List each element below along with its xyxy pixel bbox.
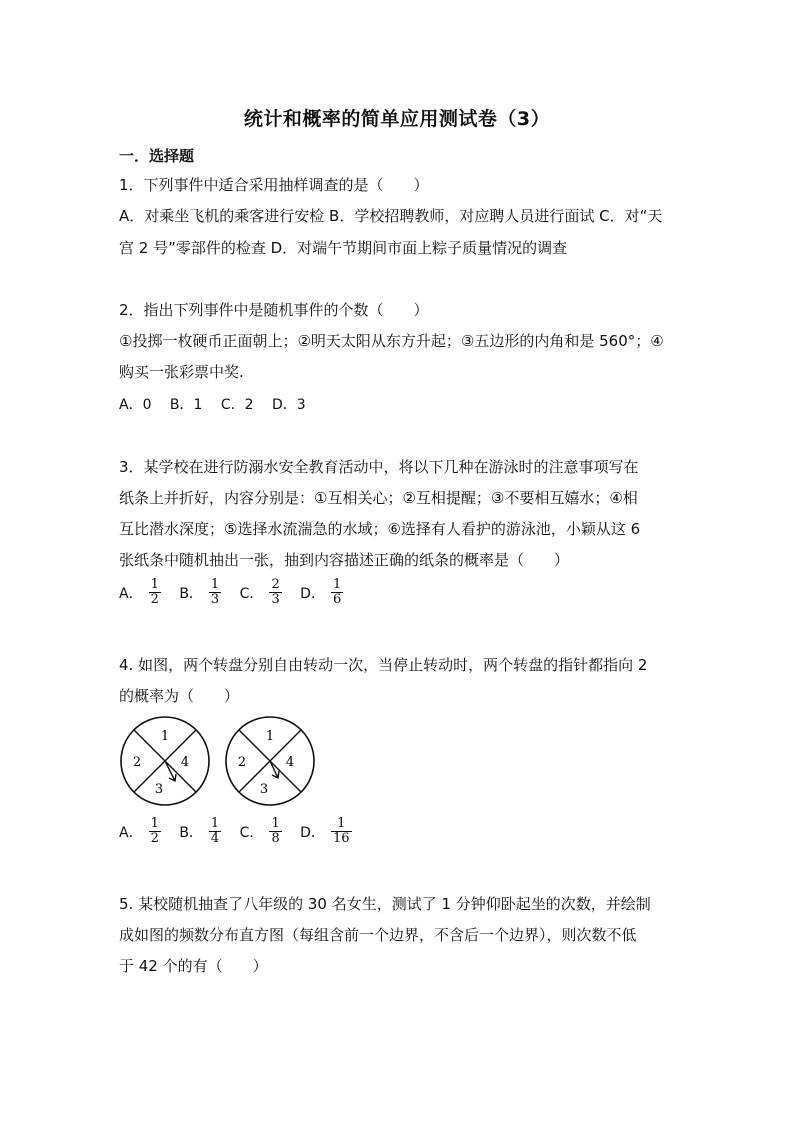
q4-options xyxy=(119,817,366,846)
q4-option-b: B． $\frac{1}{4}$ xyxy=(179,816,220,846)
fraction: $\frac{1}{6}$ xyxy=(332,577,342,607)
fraction: $\frac{2}{3}$ xyxy=(271,577,280,607)
q3-line1: 3．某学校在进行防溺水安全教育活动中，将以下几种在游泳时的注意事项写在 xyxy=(119,458,639,476)
q5-line2: 成如图的频数分布直方图（每组含前一个边界，不含后一个边界），则次数不低 xyxy=(119,926,637,944)
sector-label-2: 2 xyxy=(237,755,247,770)
q1-stem: 1．下列事件中适合采用抽样调查的是（ ） xyxy=(119,176,429,194)
fraction: $\frac{1}{16}$ xyxy=(332,816,350,846)
q2-options: A．0 B．1 C．2 D．3 xyxy=(119,397,306,413)
q3-option-c: C． $\frac{2}{3}$ xyxy=(239,577,280,607)
page-title: 统计和概率的简单应用测试卷（3） xyxy=(243,108,551,130)
q3-line4: 张纸条中随机抽出一张，抽到内容描述正确的纸条的概率是（ ） xyxy=(119,551,570,569)
q4-option-c: C． $\frac{1}{8}$ xyxy=(239,816,280,846)
fraction: $\frac{1}{8}$ xyxy=(271,816,280,846)
fraction: $\frac{1}{2}$ xyxy=(150,577,159,607)
sector-label-1: 1 xyxy=(265,729,275,744)
q4-option-d: D． $\frac{1}{16}$ xyxy=(300,816,350,846)
q3-option-d: D． $\frac{1}{6}$ xyxy=(300,577,342,607)
sector-label-1: 1 xyxy=(160,729,170,744)
q2-stem: 2．指出下列事件中是随机事件的个数（ ） xyxy=(119,301,429,319)
q4-line1: 4. 如图，两个转盘分别自由转动一次，当停止转动时，两个转盘的指针都指向 2 xyxy=(119,656,648,674)
section-heading: 一．选择题 xyxy=(119,147,195,165)
q1-line3: 宫 2 号”零部件的检查 D．对端午节期间市面上粽子质量情况的调查 xyxy=(119,239,568,257)
q4-line2: 的概率为（ ） xyxy=(119,687,240,705)
sector-label-3: 3 xyxy=(259,782,269,797)
sector-label-2: 2 xyxy=(132,755,142,770)
sector-label-4: 4 xyxy=(180,755,190,770)
q3-option-b: B． $\frac{1}{3}$ xyxy=(179,577,220,607)
q3-line2: 纸条上并折好，内容分别是：①互相关心；②互相提醒；③不要相互嬉水；④相 xyxy=(119,489,638,507)
q5-line3: 于 42 个的有（ ） xyxy=(119,957,268,975)
q4-option-a: A． $\frac{1}{2}$ xyxy=(119,816,159,846)
sector-label-4: 4 xyxy=(285,755,295,770)
q1-line2: A．对乘坐飞机的乘客进行安检 B．学校招聘教师，对应聘人员进行面试 C．对“天 xyxy=(119,207,663,225)
sector-label-3: 3 xyxy=(154,782,164,797)
q3-options xyxy=(119,578,357,607)
spinner-left xyxy=(119,715,211,807)
q3-line3: 互比潜水深度；⑤选择水流湍急的水域；⑥选择有人看护的游泳池，小颖从这 6 xyxy=(119,520,641,538)
fraction: $\frac{1}{4}$ xyxy=(210,816,220,846)
spinner-right xyxy=(224,715,316,807)
fraction: $\frac{1}{3}$ xyxy=(210,577,220,607)
fraction: $\frac{1}{2}$ xyxy=(150,816,159,846)
q5-line1: 5. 某校随机抽查了八年级的 30 名女生，测试了 1 分钟仰卧起坐的次数，并绘制 xyxy=(119,895,651,913)
q2-line3: 购买一张彩票中奖. xyxy=(119,363,244,381)
q2-line2: ①投掷一枚硬币正面朝上；②明天太阳从东方升起；③五边形的内角和是 560°；④ xyxy=(119,332,664,350)
q3-option-a: A． $\frac{1}{2}$ xyxy=(119,577,159,607)
